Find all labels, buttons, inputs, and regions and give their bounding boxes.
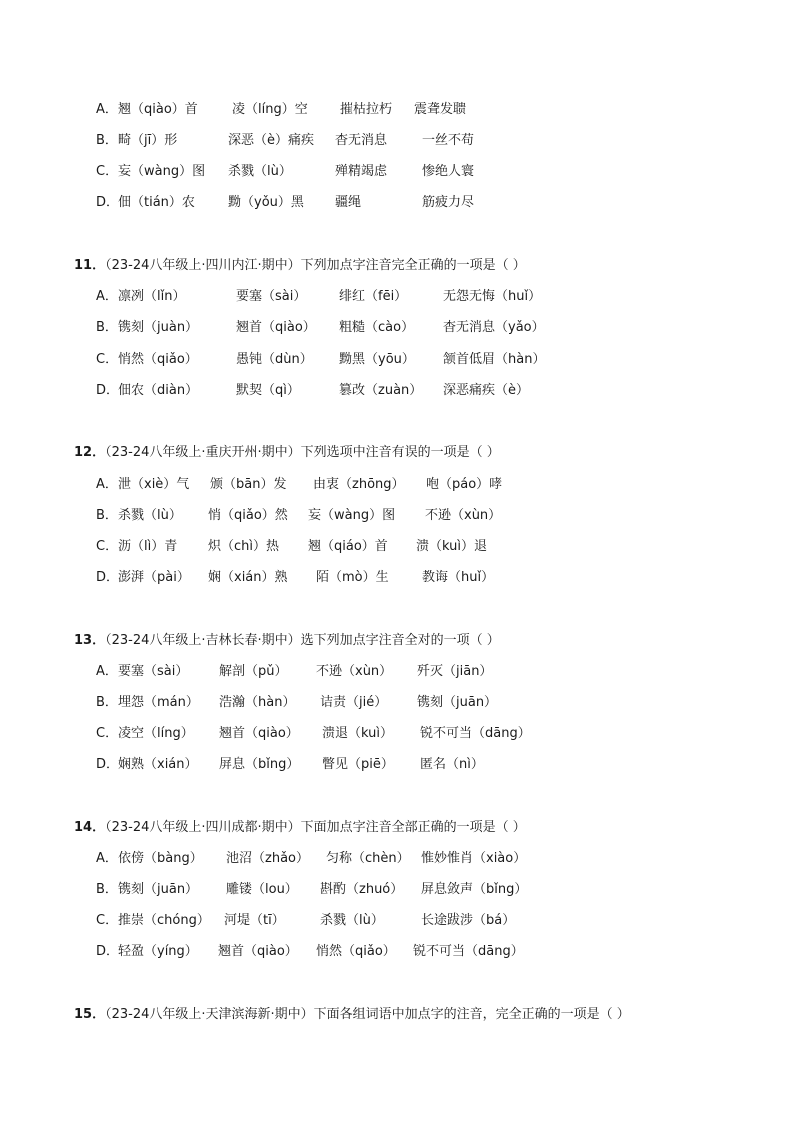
option-item: 浩瀚（hàn） bbox=[219, 695, 296, 710]
option-item: 咆（páo）哮 bbox=[426, 477, 503, 492]
option-label: D． bbox=[96, 757, 120, 772]
option-item: 锐不可当（dāng） bbox=[413, 944, 524, 959]
option-item: 翘首（qiào） bbox=[218, 944, 298, 959]
option-item: 悄（qiǎo）然 bbox=[208, 508, 288, 523]
option-label: A． bbox=[96, 477, 118, 492]
option-item: 凌（líng）空 bbox=[232, 102, 308, 117]
option-label: D． bbox=[96, 195, 120, 210]
option-item: 深恶痛疾（è） bbox=[443, 383, 529, 398]
option-label: D． bbox=[96, 570, 120, 585]
question-number: 14． bbox=[74, 820, 106, 835]
option-item: 畸（jī）形 bbox=[118, 133, 178, 148]
option-item: 依傍（bàng） bbox=[118, 851, 203, 866]
option-item: 泄（xiè）气 bbox=[118, 477, 190, 492]
option-item: 溃退（kuì） bbox=[322, 726, 393, 741]
option-item: 推崇（chóng） bbox=[118, 913, 210, 928]
option-item: 雕镂（lou） bbox=[226, 882, 298, 897]
option-item: 不逊（xùn） bbox=[316, 664, 393, 679]
option-item: 镌刻（juān） bbox=[417, 695, 498, 710]
option-item: 屏息敛声（bǐng） bbox=[421, 882, 528, 897]
option-item: 黝（yǒu）黑 bbox=[228, 195, 304, 210]
question-text: （23-24八年级上·吉林长春·期中）选下列加点字注音全对的一项（ ） bbox=[105, 633, 500, 648]
option-item: 池沼（zhǎo） bbox=[226, 851, 309, 866]
option-label: C． bbox=[96, 913, 119, 928]
option-label: A． bbox=[96, 102, 118, 117]
option-item: 翘（qiào）首 bbox=[118, 102, 198, 117]
option-item: 溃（kuì）退 bbox=[416, 539, 487, 554]
question-text: （23-24八年级上·重庆开州·期中）下列选项中注音有误的一项是（ ） bbox=[105, 445, 500, 460]
option-item: 杳无消息（yǎo） bbox=[443, 320, 545, 335]
option-item: 篡改（zuàn） bbox=[339, 383, 423, 398]
option-label: B． bbox=[96, 133, 118, 148]
option-label: B． bbox=[96, 320, 118, 335]
option-label: D． bbox=[96, 383, 120, 398]
option-item: 摧枯拉朽 bbox=[340, 102, 393, 117]
option-item: 绯红（fēi） bbox=[339, 289, 408, 304]
option-item: 黝黑（yōu） bbox=[339, 352, 415, 367]
option-item: 娴（xián）熟 bbox=[208, 570, 288, 585]
option-item: 深恶（è）痛疾 bbox=[228, 133, 314, 148]
option-item: 杀戮（lù） bbox=[320, 913, 384, 928]
option-item: 由衷（zhōng） bbox=[313, 477, 405, 492]
option-item: 埋怨（mán） bbox=[118, 695, 199, 710]
option-item: 沥（lì）青 bbox=[118, 539, 178, 554]
question-title bbox=[74, 258, 526, 274]
option-item: 陌（mò）生 bbox=[316, 570, 389, 585]
option-item: 娴熟（xián） bbox=[118, 757, 198, 772]
option-item: 杀戮（lù） bbox=[228, 164, 292, 179]
option-label: C． bbox=[96, 164, 119, 179]
option-item: 震聋发聩 bbox=[414, 102, 467, 117]
question-title bbox=[74, 820, 526, 836]
option-item: 愚钝（dùn） bbox=[236, 352, 313, 367]
option-label: B． bbox=[96, 882, 118, 897]
option-item: 无怨无悔（huǐ） bbox=[443, 289, 542, 304]
question-number: 12． bbox=[74, 445, 106, 460]
option-item: 教诲（huǐ） bbox=[422, 570, 495, 585]
option-item: 解剖（pǔ） bbox=[219, 664, 288, 679]
question-title bbox=[74, 633, 500, 649]
question-text: （23-24八年级上·四川成都·期中）下面加点字注音全部正确的一项是（ ） bbox=[105, 820, 526, 835]
option-item: 澎湃（pài） bbox=[118, 570, 190, 585]
option-label: C． bbox=[96, 352, 119, 367]
question-text: （23-24八年级上·天津滨海新·期中）下面各组词语中加点字的注音，完全正确的一项是（ ） bbox=[105, 1007, 630, 1022]
question-number: 13． bbox=[74, 633, 106, 648]
option-item: 斟酌（zhuó） bbox=[320, 882, 404, 897]
option-label: D． bbox=[96, 944, 120, 959]
option-item: 悄然（qiǎo） bbox=[118, 352, 198, 367]
option-item: 粗糙（cào） bbox=[339, 320, 415, 335]
option-item: 歼灭（jiān） bbox=[417, 664, 493, 679]
option-item: 颔首低眉（hàn） bbox=[443, 352, 546, 367]
option-label: C． bbox=[96, 726, 119, 741]
option-item: 不逊（xùn） bbox=[425, 508, 502, 523]
option-label: B． bbox=[96, 695, 118, 710]
option-item: 筋疲力尽 bbox=[422, 195, 475, 210]
option-item: 杳无消息 bbox=[335, 133, 388, 148]
option-item: 惟妙惟肖（xiào） bbox=[421, 851, 527, 866]
option-item: 悄然（qiǎo） bbox=[316, 944, 396, 959]
option-item: 凌空（líng） bbox=[118, 726, 194, 741]
option-item: 佃（tián）农 bbox=[118, 195, 195, 210]
option-item: 颁（bān）发 bbox=[210, 477, 287, 492]
option-item: 殚精竭虑 bbox=[335, 164, 388, 179]
option-label: A． bbox=[96, 851, 118, 866]
option-item: 翘首（qiào） bbox=[219, 726, 299, 741]
option-item: 一丝不苟 bbox=[422, 133, 475, 148]
option-item: 默契（qì） bbox=[236, 383, 300, 398]
option-item: 翘（qiáo）首 bbox=[308, 539, 388, 554]
question-title bbox=[74, 1007, 630, 1023]
option-item: 妄（wàng）图 bbox=[118, 164, 206, 179]
option-item: 凛冽（lǐn） bbox=[118, 289, 186, 304]
option-item: 瞥见（piē） bbox=[322, 757, 394, 772]
question-title bbox=[74, 445, 500, 461]
option-item: 惨绝人寰 bbox=[422, 164, 475, 179]
option-item: 匀称（chèn） bbox=[326, 851, 410, 866]
option-item: 杀戮（lù） bbox=[118, 508, 182, 523]
option-label: C． bbox=[96, 539, 119, 554]
option-item: 翘首（qiào） bbox=[236, 320, 316, 335]
option-item: 河堤（tī） bbox=[224, 913, 285, 928]
option-label: A． bbox=[96, 664, 118, 679]
option-item: 要塞（sài） bbox=[118, 664, 189, 679]
option-item: 轻盈（yíng） bbox=[118, 944, 198, 959]
option-item: 屏息（bǐng） bbox=[219, 757, 300, 772]
option-item: 诘责（jié） bbox=[320, 695, 388, 710]
option-item: 锐不可当（dāng） bbox=[420, 726, 531, 741]
option-item: 镌刻（juàn） bbox=[118, 320, 199, 335]
option-item: 妄（wàng）图 bbox=[308, 508, 396, 523]
option-item: 镌刻（juān） bbox=[118, 882, 199, 897]
option-item: 佃农（diàn） bbox=[118, 383, 199, 398]
option-item: 长途跋涉（bá） bbox=[421, 913, 516, 928]
option-label: B． bbox=[96, 508, 118, 523]
option-item: 匿名（nì） bbox=[420, 757, 484, 772]
option-item: 炽（chì）热 bbox=[208, 539, 279, 554]
option-item: 疆绳 bbox=[335, 195, 362, 210]
question-number: 11． bbox=[74, 258, 106, 273]
question-number: 15． bbox=[74, 1007, 106, 1022]
option-item: 要塞（sài） bbox=[236, 289, 307, 304]
option-label: A． bbox=[96, 289, 118, 304]
question-text: （23-24八年级上·四川内江·期中）下列加点字注音完全正确的一项是（ ） bbox=[105, 258, 526, 273]
